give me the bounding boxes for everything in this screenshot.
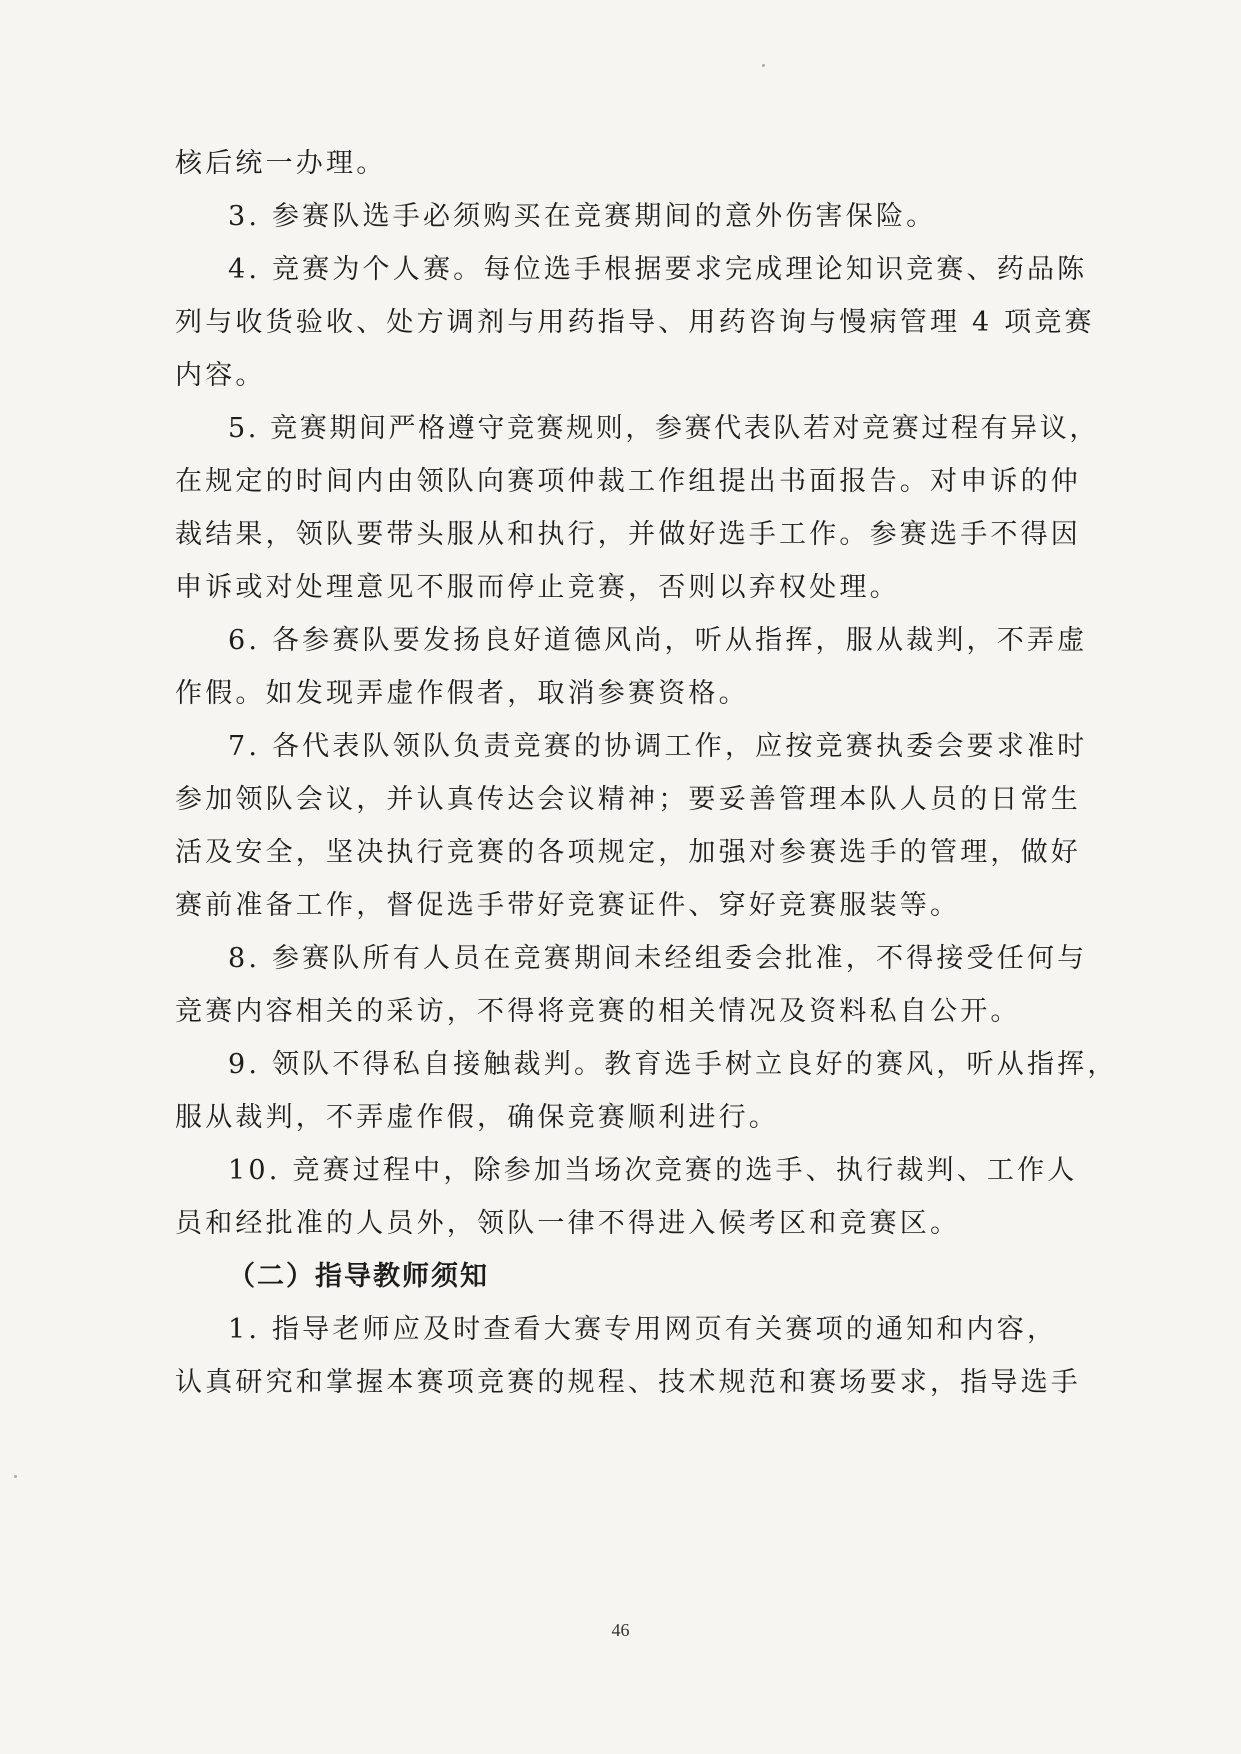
scan-speck [762,64,765,67]
section-heading: （二）指导教师须知 [228,1261,489,1292]
text-line: 列与收货验收、处方调剂与用药指导、用药咨询与慢病管理 4 项竞赛 [175,307,1095,338]
text-line: 内容。 [175,360,266,391]
list-item-1: 1. 指导老师应及时查看大赛专用网页有关赛项的通知和内容， [228,1314,1058,1345]
list-item-9: 9. 领队不得私自接触裁判。教育选手树立良好的赛风，听从指挥， [228,1049,1118,1080]
list-item-3: 3. 参赛队选手必须购买在竞赛期间的意外伤害保险。 [228,201,937,232]
text-line: 参加领队会议，并认真传达会议精神；要妥善管理本队人员的日常生 [175,784,1081,815]
text-line: 竞赛内容相关的采访，不得将竞赛的相关情况及资料私自公开。 [175,996,1021,1027]
list-item-10: 10. 竞赛过程中，除参加当场次竞赛的选手、执行裁判、工作人 [228,1155,1078,1186]
text-line: 活及安全，坚决执行竞赛的各项规定，加强对参赛选手的管理，做好 [175,837,1081,868]
text-line: 申诉或对处理意见不服而停止竞赛，否则以弃权处理。 [175,572,900,603]
text-line: 服从裁判，不弄虚作假，确保竞赛顺利进行。 [175,1102,779,1133]
text-line: 认真研究和掌握本赛项竞赛的规程、技术规范和赛场要求，指导选手 [175,1367,1081,1398]
text-line: 员和经批准的人员外，领队一律不得进入候考区和竞赛区。 [175,1208,961,1239]
page-number: 46 [611,1620,630,1640]
list-item-5: 5. 竞赛期间严格遵守竞赛规则，参赛代表队若对竞赛过程有异议， [228,413,1099,444]
list-item-8: 8. 参赛队所有人员在竞赛期间未经组委会批准，不得接受任何与 [228,943,1088,974]
list-item-4: 4. 竞赛为个人赛。每位选手根据要求完成理论知识竞赛、药品陈 [228,254,1088,285]
text-line: 裁结果，领队要带头服从和执行，并做好选手工作。参赛选手不得因 [175,519,1081,550]
list-item-7: 7. 各代表队领队负责竞赛的协调工作，应按竞赛执委会要求准时 [228,731,1088,762]
text-line: 作假。如发现弄虚作假者，取消参赛资格。 [175,678,749,709]
list-item-6: 6. 各参赛队要发扬良好道德风尚，听从指挥，服从裁判，不弄虚 [228,625,1088,656]
text-line: 在规定的时间内由领队向赛项仲裁工作组提出书面报告。对申诉的仲 [175,466,1081,497]
text-line: 赛前准备工作，督促选手带好竞赛证件、穿好竞赛服装等。 [175,890,961,921]
text-line: 核后统一办理。 [175,148,387,179]
scan-speck [14,1475,17,1478]
